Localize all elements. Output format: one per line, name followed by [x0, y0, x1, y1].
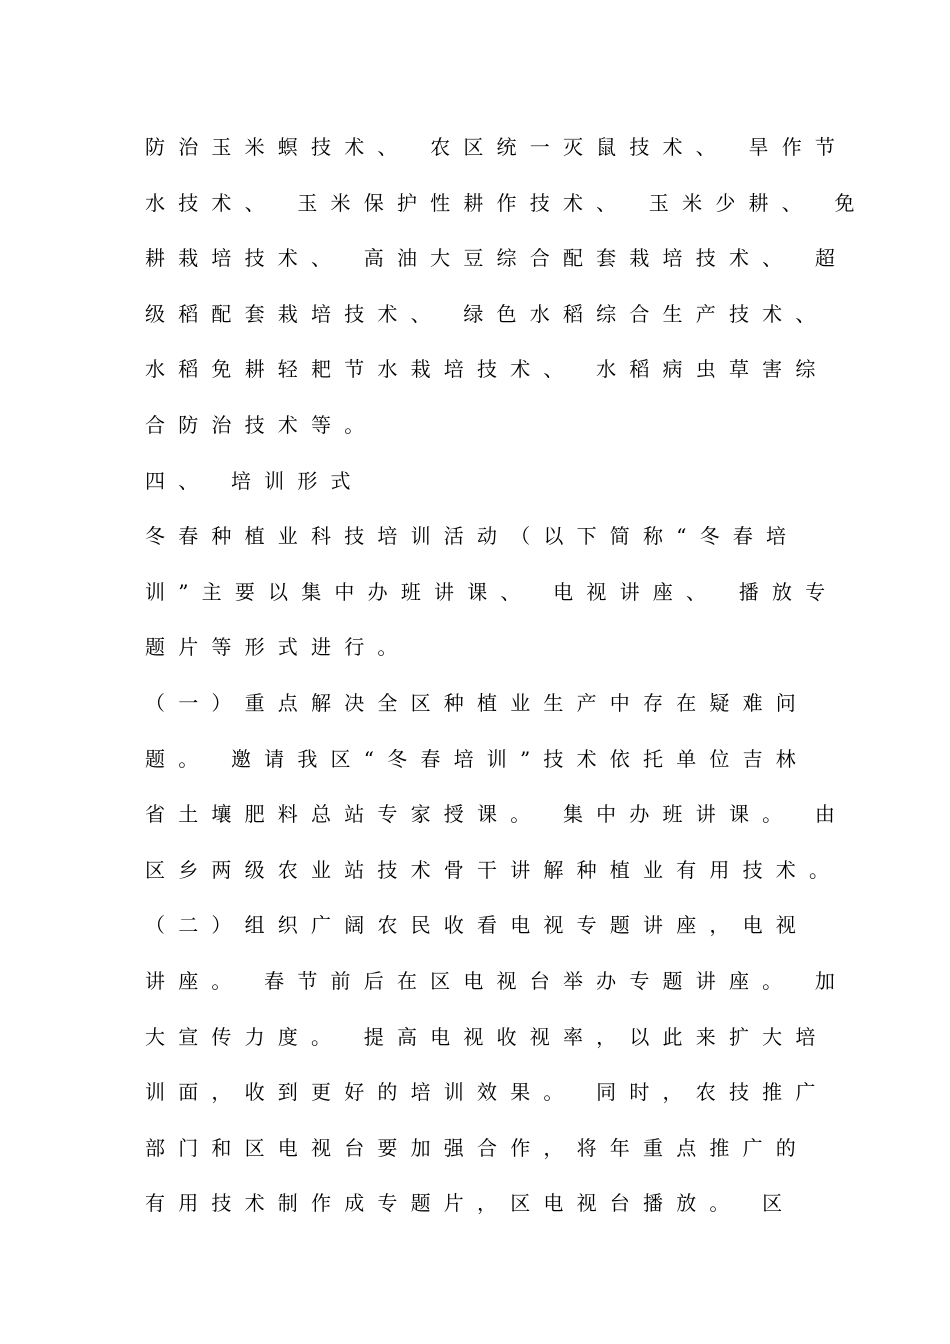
text-line-8: 冬春种植业科技培训活动（以下简称“冬春培	[145, 524, 800, 549]
text-line-17: 大宣传力度。 提高电视收视率，以此来扩大培	[145, 1024, 829, 1049]
body-text	[145, 120, 868, 1232]
text-line-14: 区乡两级农业站技术骨干讲解种植业有用技术。	[145, 857, 843, 882]
text-line-4: 级稻配套栽培技术、 绿色水稻综合生产技术、	[145, 301, 829, 326]
text-line-6: 合防治技术等。	[145, 412, 378, 437]
text-line-1: 防治玉米螟技术、 农区统一灭鼠技术、 旱作节	[145, 135, 849, 159]
section-heading: 四、 培训形式	[145, 468, 364, 493]
text-line-13: 省土壤肥料总站专家授课。 集中办班讲课。 由	[145, 802, 849, 827]
text-line-5: 水稻免耕轻耙节水栽培技术、 水稻病虫草害综	[145, 357, 829, 382]
text-line-18: 训面，收到更好的培训效果。 同时，农技推广	[145, 1080, 829, 1105]
text-line-2: 水技术、 玉米保护性耕作技术、 玉米少耕、 免	[145, 190, 868, 215]
text-line-12: 题。 邀请我区“冬春培训”技术依托单位吉林	[145, 746, 810, 771]
text-line-19: 部门和区电视台要加强合作，将年重点推广的	[145, 1135, 809, 1160]
text-line-10: 题片等形式进行。	[145, 635, 411, 660]
text-line-15: （二）组织广阔农民收看电视专题讲座，电视	[145, 913, 809, 938]
text-line-20: 有用技术制作成专题片，区电视台播放。 区	[145, 1191, 796, 1216]
text-line-16: 讲座。 春节前后在区电视台举办专题讲座。 加	[145, 968, 849, 993]
text-line-3: 耕栽培技术、 高油大豆综合配套栽培技术、 超	[145, 246, 849, 271]
text-line-11: （一）重点解决全区种植业生产中存在疑难问	[145, 690, 809, 715]
text-line-9: 训”主要以集中办班讲课、 电视讲座、 播放专	[145, 579, 839, 604]
